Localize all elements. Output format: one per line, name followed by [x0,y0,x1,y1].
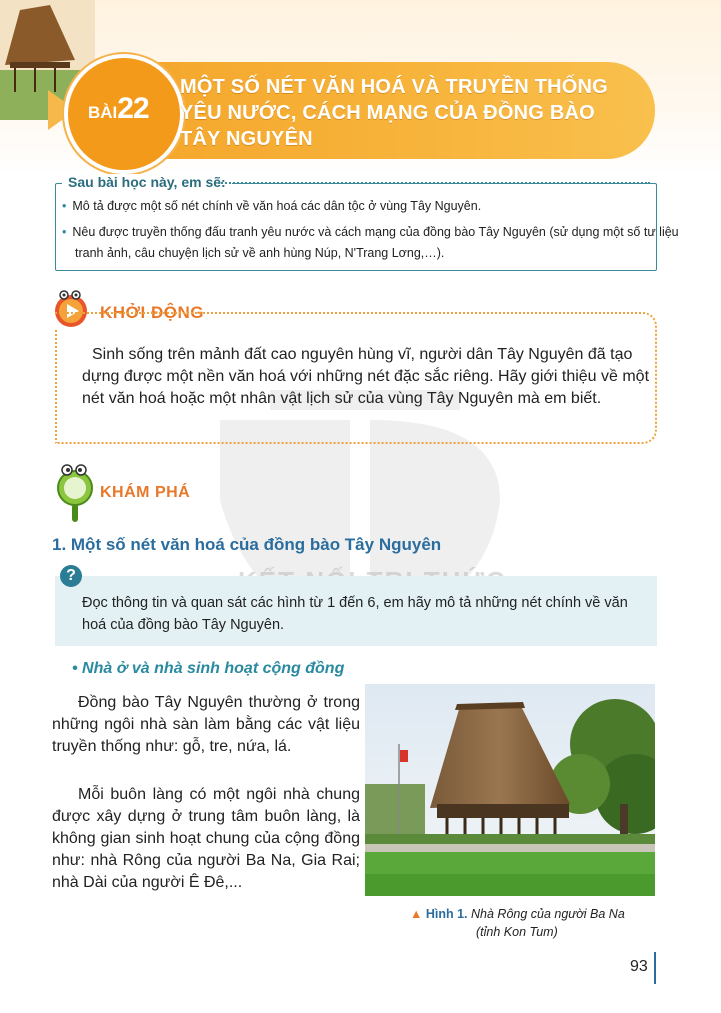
figure-marker-icon: ▲ [410,907,423,921]
warmup-text: Sinh sống trên mảnh đất cao nguyên hùng vĩ, người dân Tây Nguyên đã tạo dựng được một nền văn hoá với những nét đặc sắc riêng. Hãy giới thiệu về một nét văn hoá hoặc một nhân vật lịch sử của vùng Tây Nguyên mà em biết. [82,346,650,407]
page-number-bar [654,952,656,984]
lesson-title-line: YÊU NƯỚC, CÁCH MẠNG CỦA ĐỒNG BÀO [180,102,595,124]
bullet-icon: • [62,199,67,213]
lesson-title-line: TÂY NGUYÊN [180,128,313,150]
objective-text: Mô tả được một số nét chính về văn hoá các dân tộc ở vùng Tây Nguyên. [72,199,482,213]
section-title: 1. Một số nét văn hoá của đồng bào Tây Nguyên [52,535,442,554]
warmup-box-left-border [55,330,57,440]
question-text: Đọc thông tin và quan sát các hình từ 1 đến 6, em hãy mô tả những nét chính về văn hoá của đồng bào Tây Nguyên. [82,595,628,633]
paragraph: Mỗi buôn làng có một ngôi nhà chung được xây dựng ở trung tâm buôn làng, là không gian sinh hoạt chung của cộng đồng như: nhà Rông của người Ba Na, Gia Rai; nhà Dài của người Ê Đê,... [52,786,360,891]
objective-text: Nêu được truyền thống đấu tranh yêu nước và cách mạng của đồng bào Tây Nguyên (sử dụng một số tư liệu [72,225,679,239]
explore-label: KHÁM PHÁ [100,484,191,501]
objective-item [62,196,481,217]
lesson-number-value: 22 [117,92,149,125]
paragraph: Đồng bào Tây Nguyên thường ở trong những ngôi nhà sàn làm bằng các vật liệu truyền thống như: gỗ, tre, nứa, lá. [52,694,360,755]
figure-caption-line [410,923,650,941]
objectives-heading: Sau bài học này, em sẽ: [62,174,232,190]
objective-item-continued: tranh ảnh, câu chuyện lịch sử về anh hùng Núp, N'Trang Lơng,…). [75,246,445,260]
warmup-label: KHỞI ĐỘNG [100,303,205,322]
page-number: 93 [630,958,648,975]
lesson-word: BÀI [88,103,118,122]
figure-nha-rong-photo [365,684,655,896]
bullet-icon: • [62,225,67,239]
figure-label: Hình 1. [425,907,468,921]
figure-caption-location: (tỉnh Kon Tum) [476,925,558,939]
lesson-title [180,74,630,152]
lesson-number [88,92,149,126]
lesson-title-line: MỘT SỐ NÉT VĂN HOÁ VÀ TRUYỀN THỐNG [180,76,608,98]
subheading: • Nhà ở và nhà sinh hoạt cộng đồng [72,660,345,677]
figure-caption-line [410,905,650,923]
explore-magnifier-mascot-icon [52,462,98,524]
objectives-dotted-rule [218,182,650,184]
objective-item [62,222,679,243]
figure-caption-text: Nhà Rông của người Ba Na [471,907,625,921]
figure-caption [410,905,650,941]
question-icon: ? [60,565,82,587]
